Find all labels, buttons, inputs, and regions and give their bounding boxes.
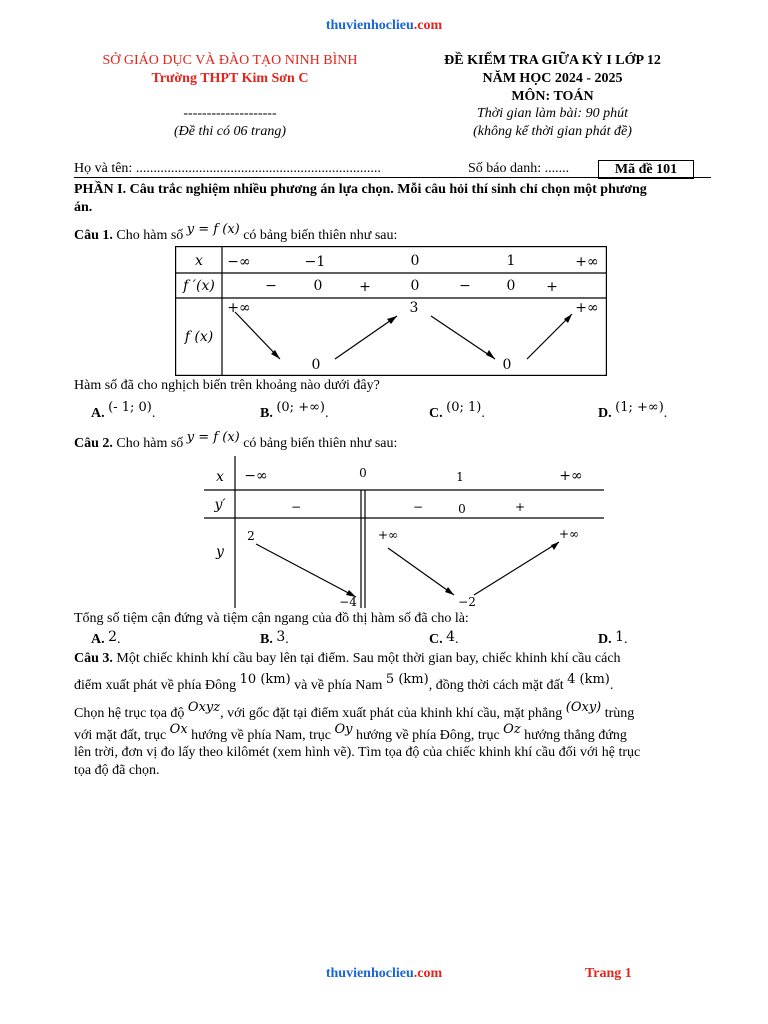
q1-x-value: −∞ [227, 254, 251, 270]
q1-x-value: +∞ [575, 254, 599, 270]
q2-yp-value: + [514, 500, 526, 514]
q3-math: 5 (km) [385, 672, 429, 687]
q1-fp-value: − [459, 278, 471, 294]
q2-pre: Cho hàm số [116, 436, 184, 451]
q1-f-label: f (x) [184, 329, 214, 345]
q1-pre: Cho hàm số [116, 228, 184, 243]
q2-y-value: +∞ [377, 528, 399, 542]
q1-fp-value: 0 [506, 278, 516, 294]
part1-heading [74, 181, 714, 217]
part1-line2: án. [74, 200, 93, 215]
q3-text: Chọn hệ trục tọa độ [74, 706, 185, 721]
q2-stem [74, 430, 398, 452]
q3-math: Oy [334, 722, 353, 737]
q1-option-b: B. (0; +∞). [260, 400, 329, 421]
school-name: Trường THPT Kim Sơn C [151, 71, 309, 86]
q1-label: Câu 1. [74, 228, 113, 243]
header-dashes: -------------------- [183, 106, 277, 121]
q1-option-c: C. (0; 1). [429, 400, 485, 421]
option-value: (- 1; 0) [108, 400, 152, 415]
q1-option-d: D. (1; +∞). [598, 400, 668, 421]
option-letter: C. [429, 406, 443, 421]
q2-function: y = f (x) [186, 430, 240, 445]
q2-option-c: C. 4. [429, 629, 459, 647]
option-value: 2 [108, 629, 118, 645]
q3-math: Ox [169, 722, 188, 737]
q3-text: và về phía Nam [294, 678, 383, 693]
q2-y-value: 2 [247, 529, 255, 543]
q1-x-value: −1 [304, 254, 326, 270]
exam-title: ĐỀ KIỂM TRA GIỮA KỲ I LỚP 12 [444, 53, 661, 68]
q3-line2: điểm xuất phát về phía Đông 10 (km) và về phía Nam 5 (km), đồng thời cách mặt đất 4 (km). [74, 672, 614, 693]
q3-text: , với gốc đặt tại điểm xuất phát của khinh khí cầu, mặt phẳng [220, 706, 563, 721]
option-letter: D. [598, 406, 612, 421]
q2-x-label: x [216, 469, 224, 485]
q1-post: có bảng biến thiên như sau: [243, 228, 398, 243]
option-value: (1; +∞) [615, 400, 664, 415]
q2-option-d: D. 1. [598, 629, 628, 647]
q1-f-value: 3 [409, 300, 419, 316]
q2-yp-label: y′ [214, 497, 226, 513]
q3-math: Oz [503, 722, 521, 737]
school-year: NĂM HỌC 2024 - 2025 [482, 71, 623, 86]
part1-line1: PHẦN I. Câu trắc nghiệm nhiều phương án lựa chọn. Mỗi câu hỏi thí sinh chỉ chọn một phương [74, 182, 647, 197]
site-domain: .com [413, 18, 443, 33]
q2-question: Tổng số tiệm cận đứng và tiệm cận ngang của đồ thị hàm số đã cho là: [74, 611, 469, 626]
q2-yp-value: − [412, 500, 424, 514]
q1-fp-value: 0 [410, 278, 420, 294]
q2-y-label: y [216, 544, 224, 560]
page-number: Trang 1 [585, 966, 632, 981]
student-id-field: Số báo danh: ....... [468, 161, 570, 176]
option-letter: C. [429, 632, 443, 647]
q1-f-value: +∞ [227, 300, 251, 316]
q1-fp-value: − [265, 278, 277, 294]
site-footer [0, 966, 768, 982]
q3-line3 [74, 700, 635, 722]
q2-yp-value: 0 [458, 502, 466, 516]
q1-option-a: A. (- 1; 0). [91, 400, 156, 421]
q2-post: có bảng biến thiên như sau: [243, 436, 398, 451]
option-letter: B. [260, 632, 273, 647]
exam-code-box: Mã đề 101 [598, 160, 694, 179]
q3-line4 [74, 722, 627, 744]
q1-f-value: +∞ [575, 300, 599, 316]
site-domain: .com [413, 966, 443, 981]
q3-text: trùng [604, 706, 635, 721]
site-name: thuvienhoclieu [325, 18, 414, 33]
option-letter: A. [91, 632, 105, 647]
q1-x-label: x [195, 253, 203, 269]
q3-math: Oxyz [187, 700, 221, 715]
q3-math: (Oxy) [565, 700, 602, 715]
option-value: 1 [615, 629, 625, 645]
q3-text: với mặt đất, trục [74, 728, 167, 743]
q2-x-value: 0 [359, 466, 367, 480]
q3-line1 [74, 651, 621, 667]
q1-function: y = f (x) [186, 222, 240, 237]
q1-f-value: 0 [502, 357, 512, 373]
school-department: SỞ GIÁO DỤC VÀ ĐÀO TẠO NINH BÌNH [102, 53, 358, 68]
q2-x-value: −∞ [244, 468, 268, 484]
student-name-field: Họ và tên: ...................................................................... [74, 161, 381, 176]
q1-variation-table [175, 246, 607, 376]
q1-stem [74, 222, 398, 244]
q2-yp-value: − [290, 500, 302, 514]
q3-text: điểm xuất phát về phía Đông [74, 678, 237, 693]
q3-label: Câu 3. [74, 651, 113, 666]
q1-f-value: 0 [311, 357, 321, 373]
q3-text: , đồng thời cách mặt đất [428, 678, 564, 693]
option-value: (0; 1) [446, 400, 482, 415]
q1-x-value: 0 [410, 253, 420, 269]
q3-math: 4 (km) [567, 672, 610, 687]
q2-x-value: 1 [456, 470, 464, 484]
q3-text: hướng về phía Đông, trục [355, 728, 500, 743]
q1-fp-value: + [546, 279, 558, 295]
q1-fp-value: 0 [313, 278, 323, 294]
subject: MÔN: TOÁN [511, 89, 594, 104]
q1-x-value: 1 [506, 253, 516, 269]
q2-y-value: +∞ [558, 527, 580, 541]
site-name: thuvienhoclieu [325, 966, 414, 981]
q1-fp-value: + [359, 279, 371, 295]
q3-line6: tọa độ đã chọn. [74, 763, 160, 778]
option-letter: A. [91, 406, 105, 421]
time-limit: Thời gian làm bài: 90 phút [477, 106, 628, 121]
q2-y-value: −2 [458, 595, 476, 608]
option-letter: B. [260, 406, 273, 421]
q1-question: Hàm số đã cho nghịch biến trên khoảng nào dưới đây? [74, 378, 380, 393]
q2-y-value: −4 [339, 595, 357, 608]
page-count: (Đề thi có 06 trang) [174, 124, 286, 139]
q3-math: 10 (km) [239, 672, 291, 687]
option-value: 3 [276, 629, 286, 645]
q2-label: Câu 2. [74, 436, 113, 451]
q2-option-b: B. 3. [260, 629, 289, 647]
q2-variation-table [204, 456, 604, 608]
q3-text: hướng thẳng đứng [524, 728, 627, 743]
option-letter: D. [598, 632, 612, 647]
q3-text: hướng về phía Nam, trục [191, 728, 331, 743]
q3-line5: lên trời, đơn vị đo lấy theo kilômét (xem hình vẽ). Tìm tọa độ của chiếc khinh khí cầu đối với hệ trục [74, 745, 641, 760]
q2-option-a: A. 2. [91, 629, 121, 647]
q3-text: Một chiếc khinh khí cầu bay lên tại điểm. Sau một thời gian bay, chiếc khinh khí cầu cách [116, 651, 621, 666]
site-header [0, 18, 768, 34]
option-value: 4 [446, 629, 456, 645]
q2-x-value: +∞ [559, 468, 583, 484]
header-rule [74, 177, 711, 178]
q1-fp-label: f ′(x) [183, 278, 215, 294]
option-value: (0; +∞) [276, 400, 325, 415]
time-note: (không kể thời gian phát đề) [473, 124, 632, 139]
